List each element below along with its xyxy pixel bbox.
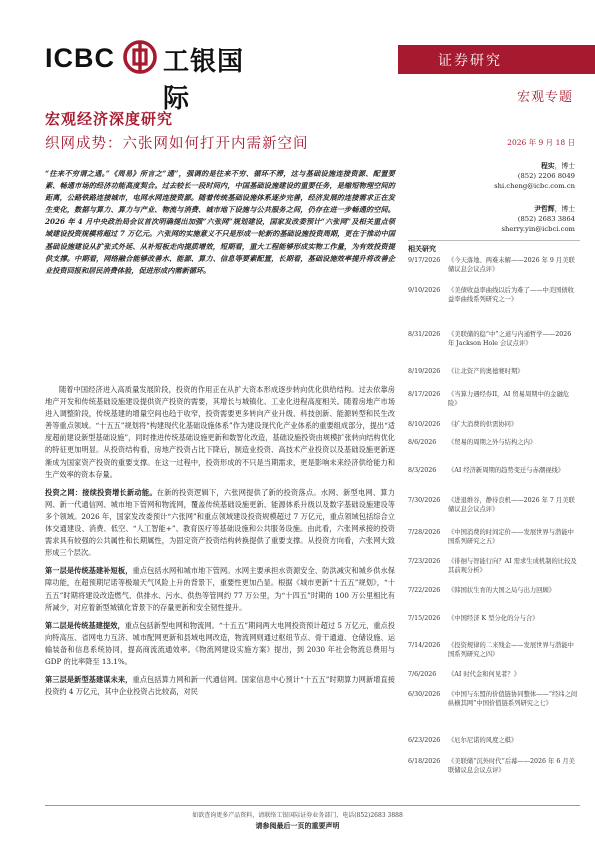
body-paragraph: 投资之网：接续投资增长新动能。在新的投资逻辑下，六张网提供了新的投资落点。水网、新型电网、算力网、新一代通信网、城市地下管网和物流网，覆盖传统基础设施更新、能源体系升级以及数字基础设施建设等多个领域。2026 年，国家发改委预计“六张网”和重点领域建设投资规模超过 7 万亿元，重点领域包括综合立体交通建设、消费、低空、“人工智能+”、教育医疗等基础设施和公共服务设施。由此看，六张网承接的投资需求具有较强的公共属性和长期属性，为固定资产投资结构转换提供了重要支撑。从投资方向看，六张网大致形成三个层次。 <box>45 487 395 558</box>
icbc-wordmark: ICBC <box>45 43 115 73</box>
analyst-name: 程实 <box>541 162 555 170</box>
paragraph-lead: 第二层是传统基建提效， <box>45 620 125 630</box>
body-paragraph: 随着中国经济进入高质量发展阶段，投资的作用正在从扩大资本形成逐步转向优化供给结构。过去依靠房地产开发和传统基础设施建设提供资产投资的需要，其增长与城镇化、工业化进程高度相关。随着房地产市场进入调整阶段，传统基建的增量空间也趋于收窄，投资需要更多转向产业升级、科技创新、能源转型和民生改善等重点领域。“十五五”规划将“构建现代化基础设施体系”作为建设现代化产业体系的重要组成部分，提出“适度超前建设新型基础设施”，同时推进传统基础设施更新和数智化改造，基础设施投资由规模扩张转向结构优化的特征更加明显。从投资结构看，房地产投资占比下降后，制造业投资、高技术产业投资以及基础设施更新逐渐成为国家资产投资的重要支撑。在这一过程中，投资形成的不只是当期需求，更是影响未来经济供给能力和生产效率的资本存量。 <box>45 385 395 479</box>
related-research-item[interactable]: 8/17/2026 《当算力遇经券II，AI 贸易周期中的金融危险》 <box>408 391 570 408</box>
footer-contact: 如欲查询更多产品资料，请联络工银国际证券业务部门，电话(852)2683 3888 <box>192 812 403 819</box>
report-title: 织网成势：六张网如何打开内需新空间 <box>45 136 309 152</box>
report-body <box>45 384 395 698</box>
body-paragraph: 第三层是新型基建谋未来，重点包括算力网和新一代通信网。国家信息中心预计“十五五”时期算力网新增直接投资约 4 万亿元，其中企业投资占比较高，对民 <box>45 675 395 697</box>
analyst-phone: (852) 2683 3864 <box>517 215 575 223</box>
related-research-item[interactable]: 8/31/2026 《美联储的稳“中”之道与内通哲学——2026 年 Jackson Hole 会议点评》 <box>408 331 572 348</box>
analyst-phone: (852) 2206 8049 <box>517 172 575 180</box>
company-logo <box>45 39 255 114</box>
analyst-name: 尹哲辉 <box>534 205 555 213</box>
related-research-item[interactable]: 9/10/2026 《美债收益率曲线以后为难了——中美国债收益率曲线系列研究之一》 <box>408 287 574 304</box>
footer-disclaimer[interactable]: 请参阅最后一页的重要声明 <box>255 821 340 830</box>
analyst-role: 博士 <box>561 162 575 170</box>
related-research-item[interactable]: 7/28/2026 《中国消费的时间定价——发展世界与潜能中国系列研究之五》 <box>408 529 574 546</box>
related-research-item[interactable]: 8/10/2026 《扩大消费的供需协同》 <box>408 421 518 428</box>
related-research-item[interactable]: 8/19/2026 《让北资产的奥德赛时期》 <box>408 368 524 375</box>
related-research-item[interactable]: 6/18/2026 《美联储“沉外时代”后幕——2026 年 6 月美联储议息会议点评》 <box>408 758 575 775</box>
related-research-item[interactable]: 6/23/2026 《厄尔尼诺的风度之棋》 <box>408 737 518 744</box>
footer-rule <box>45 805 580 806</box>
icbc-emblem-icon <box>123 40 157 74</box>
analyst-role: 博士 <box>561 205 575 213</box>
body-paragraph: 第一层是传统基建补短板，重点包括水网和城市地下管网。水网主要承担水资源安全、防洪减灾和城乡供水保障功能，在超预期尼诺等极端天气风险上升的背景下，重要性更加凸显。根据《城市更新“十五五”规划》，“十五五”时期将建设改造燃气、供排水、污水、供热等管网约 77 万公里，为“十四五”时期的 100 万公里相比有所减少，对应着新型城镇化背景下的存量更新和安全韧性提升。 <box>45 566 395 612</box>
report-date: 2026 年 9 月 18 日 <box>507 138 575 147</box>
section-label: 宏观专题 <box>516 90 573 105</box>
related-research-item[interactable]: 7/23/2026 《徘徊与智能行向？AI 需求生成机制的比较及其前观分析》 <box>408 558 577 575</box>
paragraph-lead: 第三层是新型基建谋未来， <box>45 675 133 685</box>
related-research-item[interactable]: 7/6/2026 《AI 时代金和何见者？》 <box>408 671 521 678</box>
analyst-contact: 尹哲辉，博士 (852) 2683 3864 sherry.yin@icbci.com <box>425 204 575 234</box>
abstract: “往来不穷谓之通。”《周易》所言之“通”，强调的是往来不穷、循环不滞，这与基础设施连接资源、配置要素、畅通市场的经济功能高度契合。过去较长一段时间内，中国基础设施建设的重要任务，是缩短物理空间的距离，公路铁路连接城市，电网水网连接资源。随着传统基础设施体系逐步完善，经济发展的连接需求正在发生变化，数据与算力、算力与产业、物流与消费、城市地下设施与公共服务之间，仍存在进一步畅通的空间。2026 年 4 月中央政治局会议首次明确提出加强“六张网”规划建设，国家发改委预计“六张网”及相关重点领域建设投资规模将超过 7 万亿元。六张网的实施意义不只是形成一轮新的基础设施投资周期，更在于推动中国基础设施建设从扩张式外延、从补短板走向提质增效，短期看，重大工程能够形成实物工作量，为有效投资提供支撑。中期看，网络融合能够改善水、能源、算力、信息等要素配置，长期看，基础设施效率提升将改善企业投资回报和居民消费体验，促进形成内需新循环。 <box>45 169 395 275</box>
banner-label: 证券研究 <box>438 53 502 69</box>
sidebar-rule <box>408 240 580 241</box>
body-paragraph: 第二层是传统基建提效，重点包括新型电网和物流网。“十五五”期间两大电网投资预计超过 5 万亿元，重点投向特高压、省网电力互济、城市配网更新和县域电网改造，物流网则通过枢纽节点、骨干通道、仓储设施、运输装备和信息系统协同，提高商流流通效率。《物流网建设实施方案》提出，到 2030 年社会物流总费用与 GDP 的比率降至 13.1%。 <box>45 620 395 666</box>
related-research-item[interactable]: 8/3/2026 《AI 经济新周期的趋势变迁与赤潮视线》 <box>408 467 565 474</box>
analyst-email[interactable]: sherry.yin@icbci.com <box>501 225 575 233</box>
related-research-item[interactable]: 7/30/2026 《进退维谷，静待良机——2026 年 7 月美联储议息会议点评》 <box>408 497 575 514</box>
company-cn-name: 工银国际 <box>163 47 245 114</box>
report-series: 宏观经济深度研究 <box>45 110 174 128</box>
paragraph-lead: 第一层是传统基建补短板， <box>45 566 133 576</box>
related-research-item[interactable]: 7/22/2026 《韩国状生育的大国之局与出力回顾》 <box>408 587 556 594</box>
related-research-item[interactable]: 6/30/2026 《中国与东盟的价值链协同整体——“经纬之间 纵横其网”中国价值链系列研究之七》 <box>408 691 578 708</box>
analyst-contact: 程实，博士 (852) 2206 8049 shi.cheng@icbc.com.cn <box>425 161 575 191</box>
related-research-item[interactable]: 7/15/2026 《中国经济 K 型分化的分与合》 <box>408 615 539 622</box>
related-research-item[interactable]: 9/17/2026 《今天落地、两难未解——2026 年 9 月美联储议息会议点评》 <box>408 257 575 274</box>
related-research-item[interactable]: 7/14/2026 《投资规律的二来残金——发展世界与潜能中国系列研究之四》 <box>408 642 574 659</box>
related-research-item[interactable]: 8/6/2026 《贸易的周期之外与结构之内》 <box>408 439 537 446</box>
paragraph-lead: 投资之网：接续投资增长新动能。 <box>45 487 157 497</box>
related-research-heading: 相关研究 <box>408 244 436 253</box>
section-banner <box>398 45 595 74</box>
analyst-email[interactable]: shi.cheng@icbc.com.cn <box>494 182 575 190</box>
